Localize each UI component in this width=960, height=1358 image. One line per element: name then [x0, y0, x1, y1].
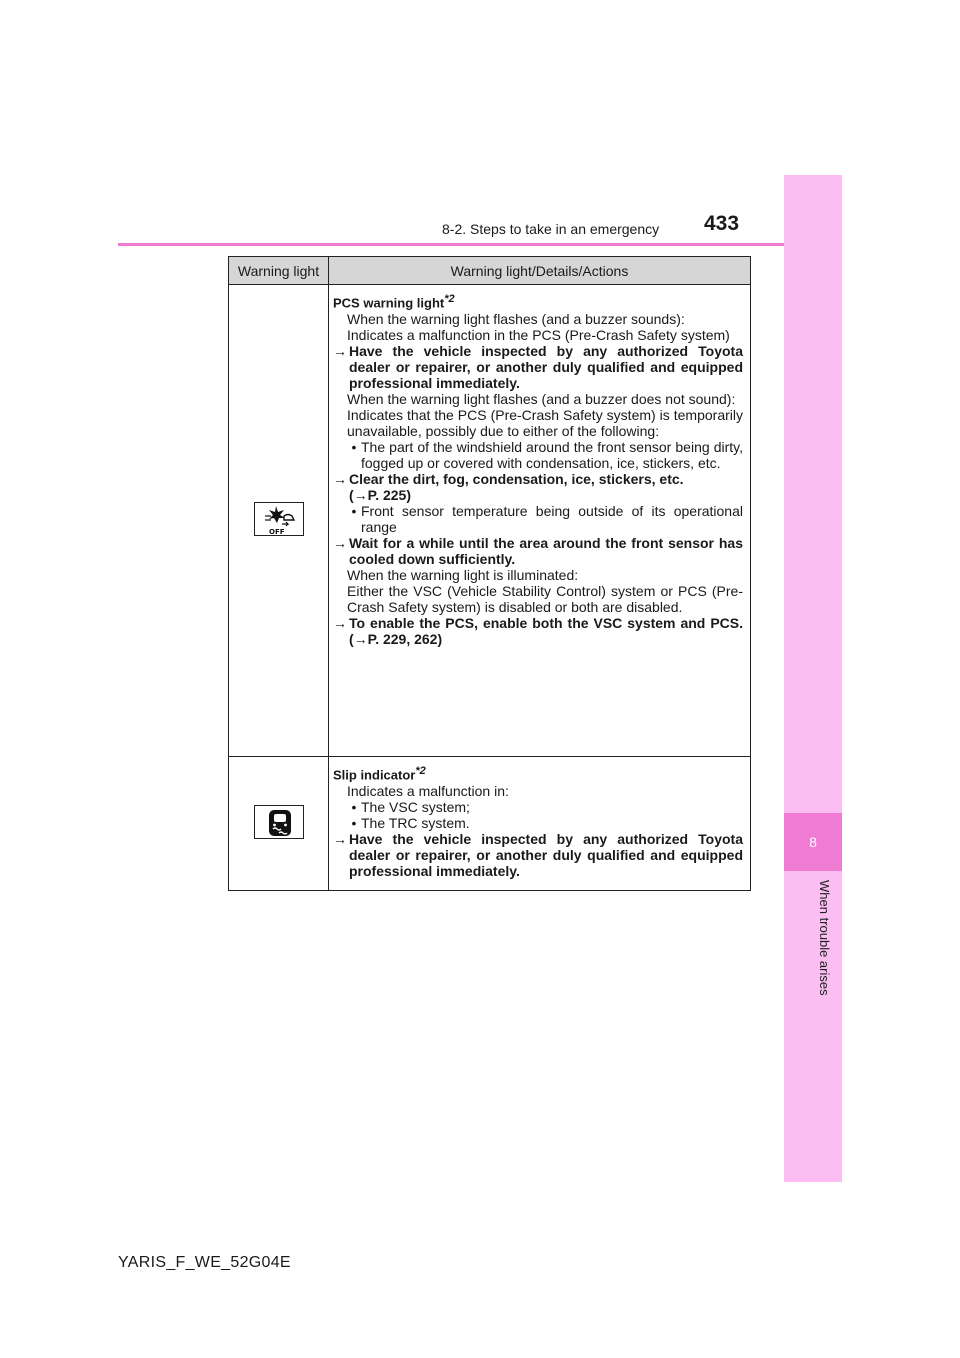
column-header-details: Warning light/Details/Actions — [329, 257, 751, 285]
row-title: Slip indicator$^{*2}$ — [333, 765, 426, 783]
case-heading: When the warning light is illuminated: — [347, 567, 579, 584]
action-item: → Have the vehicle inspected by any authorized Toyota dealer or repairer, or another duly qualified and equipped professional immediately. — [333, 831, 743, 880]
column-header-warning-light: Warning light — [229, 257, 329, 285]
action-item: → Wait for a while until the area around the front sensor has cooled down sufficiently. — [333, 535, 743, 568]
bullet-item: • Front sensor temperature being outside of its operational range — [351, 503, 743, 536]
warning-light-table — [228, 256, 751, 891]
document-code: YARIS_F_WE_52G04E — [118, 1254, 291, 1271]
details-cell — [329, 285, 751, 757]
action-item: → Clear the dirt, fog, condensation, ice, stickers, etc. (→P. 225) — [333, 471, 743, 503]
action-item: → Have the vehicle inspected by any authorized Toyota dealer or repairer, or another duly qualified and equipped professional immediately. — [333, 343, 743, 392]
table-row — [229, 757, 751, 891]
side-band — [784, 175, 842, 1182]
chapter-label: When trouble arises — [817, 880, 832, 996]
case-heading: When the warning light flashes (and a buzzer does not sound): — [347, 391, 736, 408]
table-row — [229, 285, 751, 757]
page-reference-link[interactable]: (→P. 225) — [349, 487, 411, 504]
page-number: 433 — [704, 212, 740, 235]
svg-text:OFF: OFF — [268, 528, 285, 536]
case-heading: When the warning light flashes (and a buzzer sounds): — [347, 311, 685, 328]
pcs-off-warning-icon — [254, 502, 304, 536]
icon-cell — [229, 285, 329, 757]
row-title: PCS warning light$^{*2}$ — [333, 293, 455, 311]
case-description: Indicates a malfunction in: — [347, 783, 509, 800]
section-title: 8-2. Steps to take in an emergency — [442, 221, 660, 237]
bullet-item: • The VSC system; — [351, 799, 470, 816]
header-rule — [118, 243, 841, 246]
slip-indicator-icon — [254, 805, 304, 839]
action-item: → To enable the PCS, enable both the VSC system and PCS. (→P. 229, 262) — [333, 615, 743, 648]
icon-cell — [229, 757, 329, 891]
table-header-row — [229, 257, 751, 285]
details-cell — [329, 757, 751, 891]
chapter-tab[interactable]: 8 — [784, 813, 842, 871]
bullet-item: • The TRC system. — [351, 815, 470, 832]
case-description: Indicates a malfunction in the PCS (Pre-Crash Safety system) — [347, 327, 730, 344]
case-description: Either the VSC (Vehicle Stability Control) system or PCS (Pre-Crash Safety system) is disabled or both are disabled. — [347, 583, 743, 616]
case-description: Indicates that the PCS (Pre-Crash Safety system) is temporarily unavailable, possibly due to either of the following: — [347, 407, 743, 440]
bullet-item: • The part of the windshield around the front sensor being dirty, fogged up or covered with condensation, ice, stickers, etc. — [351, 439, 743, 472]
